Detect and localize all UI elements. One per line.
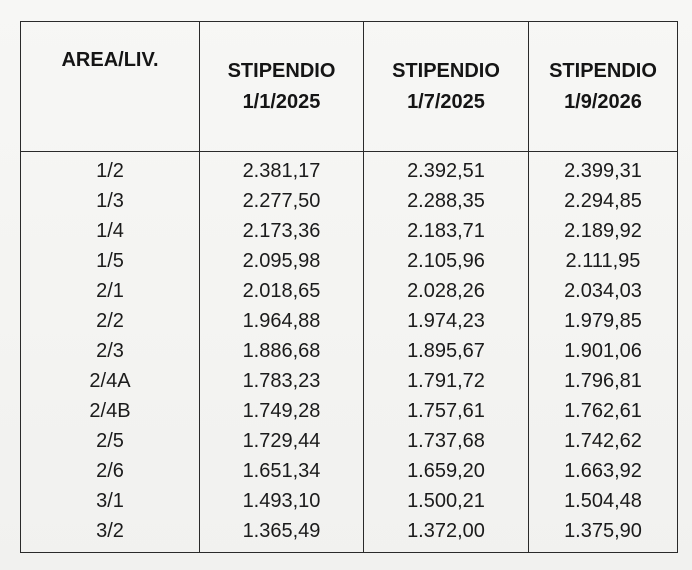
cell-salary-2026-09: 1.504,48 [529, 486, 678, 516]
table-row [21, 396, 678, 426]
header-salary-date: 1/7/2025 [407, 90, 485, 113]
cell-salary-2025-01: 2.095,98 [200, 246, 364, 276]
table-row [21, 426, 678, 456]
cell-salary-2025-01: 1.493,10 [200, 486, 364, 516]
table-row [21, 216, 678, 246]
cell-salary-2025-07: 2.392,51 [364, 152, 529, 187]
cell-salary-2025-01: 1.886,68 [200, 336, 364, 366]
cell-area-level: 3/1 [21, 486, 200, 516]
cell-salary-2025-07: 1.659,20 [364, 456, 529, 486]
cell-salary-2025-07: 2.105,96 [364, 246, 529, 276]
cell-salary-2025-01: 2.018,65 [200, 276, 364, 306]
header-salary-label: STIPENDIO [549, 59, 657, 82]
table-row [21, 186, 678, 216]
cell-salary-2026-09: 2.111,95 [529, 246, 678, 276]
table-row [21, 306, 678, 336]
cell-area-level: 2/5 [21, 426, 200, 456]
cell-area-level: 3/2 [21, 516, 200, 553]
header-area-level [21, 22, 200, 152]
cell-salary-2026-09: 1.375,90 [529, 516, 678, 553]
cell-salary-2025-07: 1.737,68 [364, 426, 529, 456]
cell-salary-2026-09: 1.742,62 [529, 426, 678, 456]
table-body [21, 152, 678, 553]
header-salary-2025-01 [200, 22, 364, 152]
cell-salary-2026-09: 1.901,06 [529, 336, 678, 366]
cell-salary-2026-09: 1.663,92 [529, 456, 678, 486]
cell-salary-2025-07: 1.757,61 [364, 396, 529, 426]
cell-salary-2026-09: 1.762,61 [529, 396, 678, 426]
header-salary-2025-07 [364, 22, 529, 152]
header-salary-date: 1/1/2025 [242, 90, 321, 113]
cell-area-level: 1/5 [21, 246, 200, 276]
cell-area-level: 2/4B [21, 396, 200, 426]
cell-salary-2025-01: 1.964,88 [200, 306, 364, 336]
cell-salary-2025-07: 2.183,71 [364, 216, 529, 246]
cell-area-level: 2/4A [21, 366, 200, 396]
cell-salary-2025-07: 1.372,00 [364, 516, 529, 553]
header-salary-label: STIPENDIO [227, 59, 336, 82]
cell-area-level: 1/2 [21, 152, 200, 187]
cell-salary-2025-07: 2.028,26 [364, 276, 529, 306]
table-row [21, 152, 678, 187]
table-row [21, 366, 678, 396]
cell-salary-2025-01: 1.729,44 [200, 426, 364, 456]
header-row [21, 22, 678, 152]
table-row [21, 456, 678, 486]
cell-salary-2026-09: 2.189,92 [529, 216, 678, 246]
cell-area-level: 2/6 [21, 456, 200, 486]
table-row [21, 486, 678, 516]
cell-salary-2025-01: 1.365,49 [200, 516, 364, 553]
cell-salary-2026-09: 2.399,31 [529, 152, 678, 187]
cell-salary-2025-01: 1.783,23 [200, 366, 364, 396]
table-row [21, 516, 678, 553]
table-row [21, 336, 678, 366]
cell-area-level: 2/3 [21, 336, 200, 366]
cell-salary-2025-07: 1.895,67 [364, 336, 529, 366]
cell-salary-2025-01: 2.173,36 [200, 216, 364, 246]
cell-salary-2025-07: 1.791,72 [364, 366, 529, 396]
cell-salary-2026-09: 2.294,85 [529, 186, 678, 216]
cell-salary-2026-09: 1.979,85 [529, 306, 678, 336]
header-salary-date: 1/9/2026 [564, 90, 642, 113]
cell-salary-2025-07: 1.500,21 [364, 486, 529, 516]
cell-salary-2025-01: 1.651,34 [200, 456, 364, 486]
cell-salary-2025-07: 1.974,23 [364, 306, 529, 336]
header-salary-label: STIPENDIO [392, 59, 500, 82]
cell-salary-2026-09: 1.796,81 [529, 366, 678, 396]
cell-salary-2025-01: 1.749,28 [200, 396, 364, 426]
cell-salary-2026-09: 2.034,03 [529, 276, 678, 306]
salary-table [20, 21, 678, 553]
cell-area-level: 1/4 [21, 216, 200, 246]
cell-salary-2025-01: 2.381,17 [200, 152, 364, 187]
header-salary-2026-09 [529, 22, 678, 152]
cell-area-level: 2/2 [21, 306, 200, 336]
cell-salary-2025-07: 2.288,35 [364, 186, 529, 216]
header-area-level-label: AREA/LIV. [61, 49, 159, 71]
cell-area-level: 2/1 [21, 276, 200, 306]
table-row [21, 276, 678, 306]
cell-salary-2025-01: 2.277,50 [200, 186, 364, 216]
cell-area-level: 1/3 [21, 186, 200, 216]
table-row [21, 246, 678, 276]
